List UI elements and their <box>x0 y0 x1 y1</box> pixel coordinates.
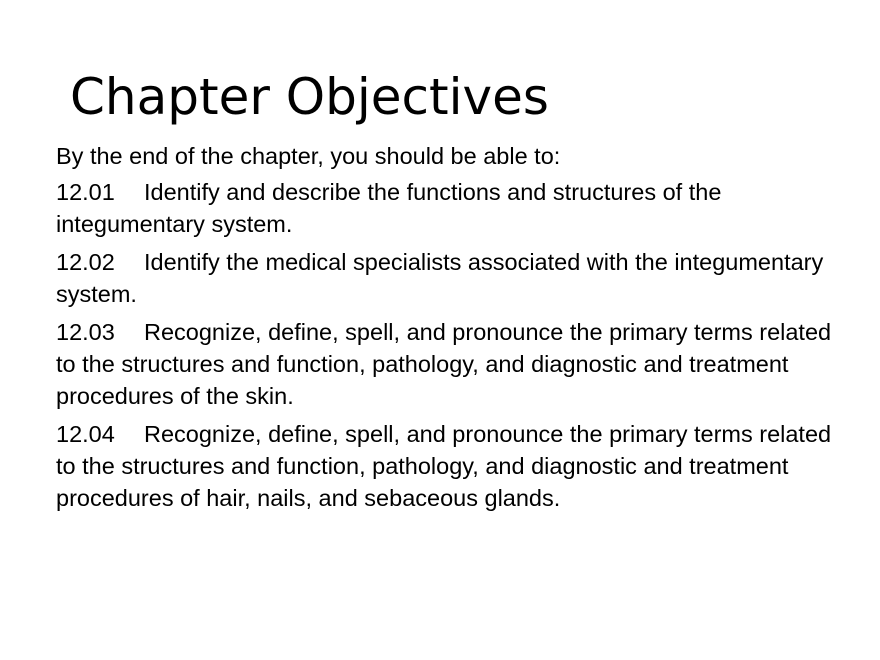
objective-text: Recognize, define, spell, and pronounce the primary terms related to the structures and function, pathology, and diagnostic and treatment procedures of the skin. <box>56 319 832 409</box>
slide-title: Chapter Objectives <box>70 68 549 126</box>
intro-text: By the end of the chapter, you should be able to: <box>56 143 561 169</box>
objective-12-04 <box>56 418 856 514</box>
objective-text: Identify and describe the functions and structures of the integumentary system. <box>56 179 722 237</box>
objective-text: Identify the medical specialists associated with the integumentary system. <box>56 249 824 307</box>
objective-number: 12.02 <box>56 249 115 275</box>
objective-number: 12.04 <box>56 421 115 447</box>
objective-12-02 <box>56 246 856 310</box>
objective-number: 12.01 <box>56 179 115 205</box>
slide-body <box>56 140 856 520</box>
objective-number: 12.03 <box>56 319 115 345</box>
objective-12-01 <box>56 176 856 240</box>
objective-text: Recognize, define, spell, and pronounce the primary terms related to the structures and function, pathology, and diagnostic and treatment procedures of hair, nails, and sebaceous glands. <box>56 421 832 511</box>
objective-12-03 <box>56 316 856 412</box>
